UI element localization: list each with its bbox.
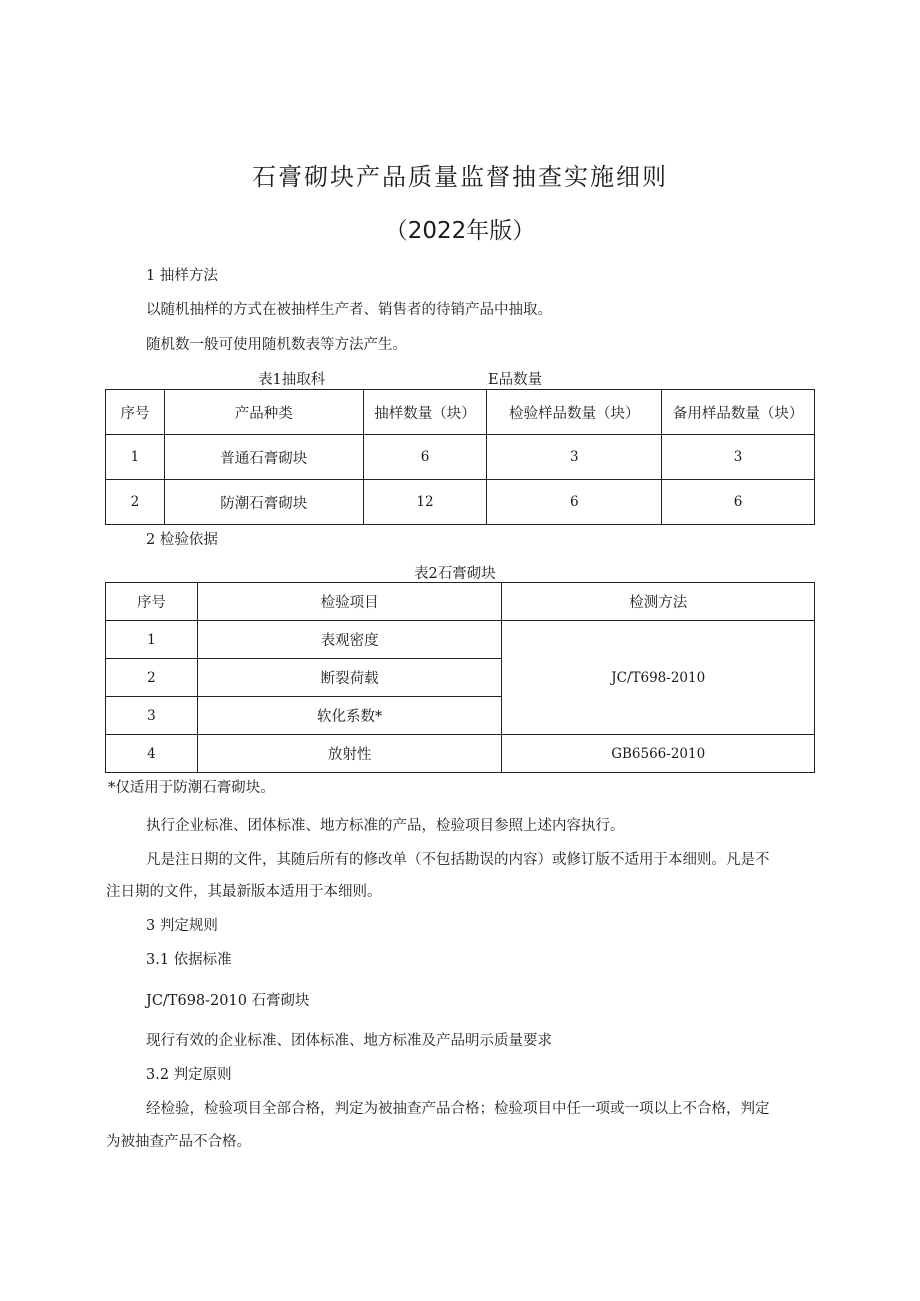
table-row bbox=[106, 435, 815, 480]
table-cell: 6 bbox=[363, 435, 487, 480]
section-3-heading: 3 判定规则 bbox=[146, 918, 218, 934]
table-cell: 防潮石膏砌块 bbox=[164, 480, 363, 525]
table-cell: 3 bbox=[487, 435, 662, 480]
table-cell: 软化系数* bbox=[197, 697, 502, 735]
table-row bbox=[106, 480, 815, 525]
table-cell: 6 bbox=[662, 480, 815, 525]
inspection-basis-table bbox=[105, 582, 815, 773]
section-1-heading: 1 抽样方法 bbox=[146, 268, 218, 284]
header-cell: 检测方法 bbox=[502, 583, 815, 621]
table-cell: 1 bbox=[106, 621, 198, 659]
table-cell: 2 bbox=[106, 480, 165, 525]
table-cell: 2 bbox=[106, 659, 198, 697]
table-header-row bbox=[106, 390, 815, 435]
dated-document-text-line2: 注日期的文件，其最新版本适用于本细则。 bbox=[106, 884, 382, 900]
table-cell: 3 bbox=[106, 697, 198, 735]
table-2-caption: 表2石膏砌块 bbox=[414, 566, 496, 582]
table-cell: 断裂荷载 bbox=[197, 659, 502, 697]
table-cell: 1 bbox=[106, 435, 165, 480]
header-cell: 序号 bbox=[106, 390, 165, 435]
table-header-row bbox=[106, 583, 815, 621]
table-cell: 12 bbox=[363, 480, 487, 525]
table-cell: 放射性 bbox=[197, 735, 502, 773]
sampling-quantity-table bbox=[105, 389, 815, 525]
page-title: 石膏砌块产品质量监督抽查实施细则 bbox=[252, 163, 668, 191]
judgment-principle-line1: 经检验，检验项目全部合格，判定为被抽查产品合格；检验项目中任一项或一项以上不合格，判定 bbox=[146, 1101, 770, 1117]
standard-reference-1: JC/T698-2010 石膏砌块 bbox=[146, 993, 310, 1009]
dated-document-text-line1: 凡是注日期的文件，其随后所有的修改单（不包括勘误的内容）或修订版不适用于本细则。凡是不 bbox=[146, 852, 770, 868]
table-cell: 表观密度 bbox=[197, 621, 502, 659]
table-1-caption-left: 表1抽取科 bbox=[258, 372, 326, 388]
table-row bbox=[106, 735, 815, 773]
table-cell: 6 bbox=[487, 480, 662, 525]
random-number-text: 随机数一般可使用随机数表等方法产生。 bbox=[146, 337, 407, 353]
table-cell: 4 bbox=[106, 735, 198, 773]
header-cell: 检验项目 bbox=[197, 583, 502, 621]
page-subtitle: （2022年版） bbox=[384, 218, 536, 244]
sampling-method-text: 以随机抽样的方式在被抽样生产者、销售者的待销产品中抽取。 bbox=[146, 302, 552, 318]
table-1-caption-right: E品数量 bbox=[488, 372, 543, 388]
header-cell: 序号 bbox=[106, 583, 198, 621]
table-note: *仅适用于防潮石膏砌块。 bbox=[108, 780, 275, 796]
header-cell: 抽样数量（块） bbox=[363, 390, 487, 435]
header-cell: 产品种类 bbox=[164, 390, 363, 435]
header-cell: 检验样品数量（块） bbox=[487, 390, 662, 435]
section-3-2-heading: 3.2 判定原则 bbox=[146, 1067, 232, 1083]
merged-method-cell: JC/T698-2010 bbox=[502, 621, 815, 735]
table-cell: 普通石膏砌块 bbox=[164, 435, 363, 480]
table-row bbox=[106, 621, 815, 659]
section-3-1-heading: 3.1 依据标准 bbox=[146, 952, 232, 968]
enterprise-standard-text: 执行企业标准、团体标准、地方标准的产品，检验项目参照上述内容执行。 bbox=[146, 818, 625, 834]
judgment-principle-line2: 为被抽查产品不合格。 bbox=[106, 1134, 251, 1150]
table-cell: 3 bbox=[662, 435, 815, 480]
table-cell: GB6566-2010 bbox=[502, 735, 815, 773]
standard-reference-2: 现行有效的企业标准、团体标准、地方标准及产品明示质量要求 bbox=[146, 1033, 552, 1049]
section-2-heading: 2 检验依据 bbox=[146, 532, 218, 548]
header-cell: 备用样品数量（块） bbox=[662, 390, 815, 435]
